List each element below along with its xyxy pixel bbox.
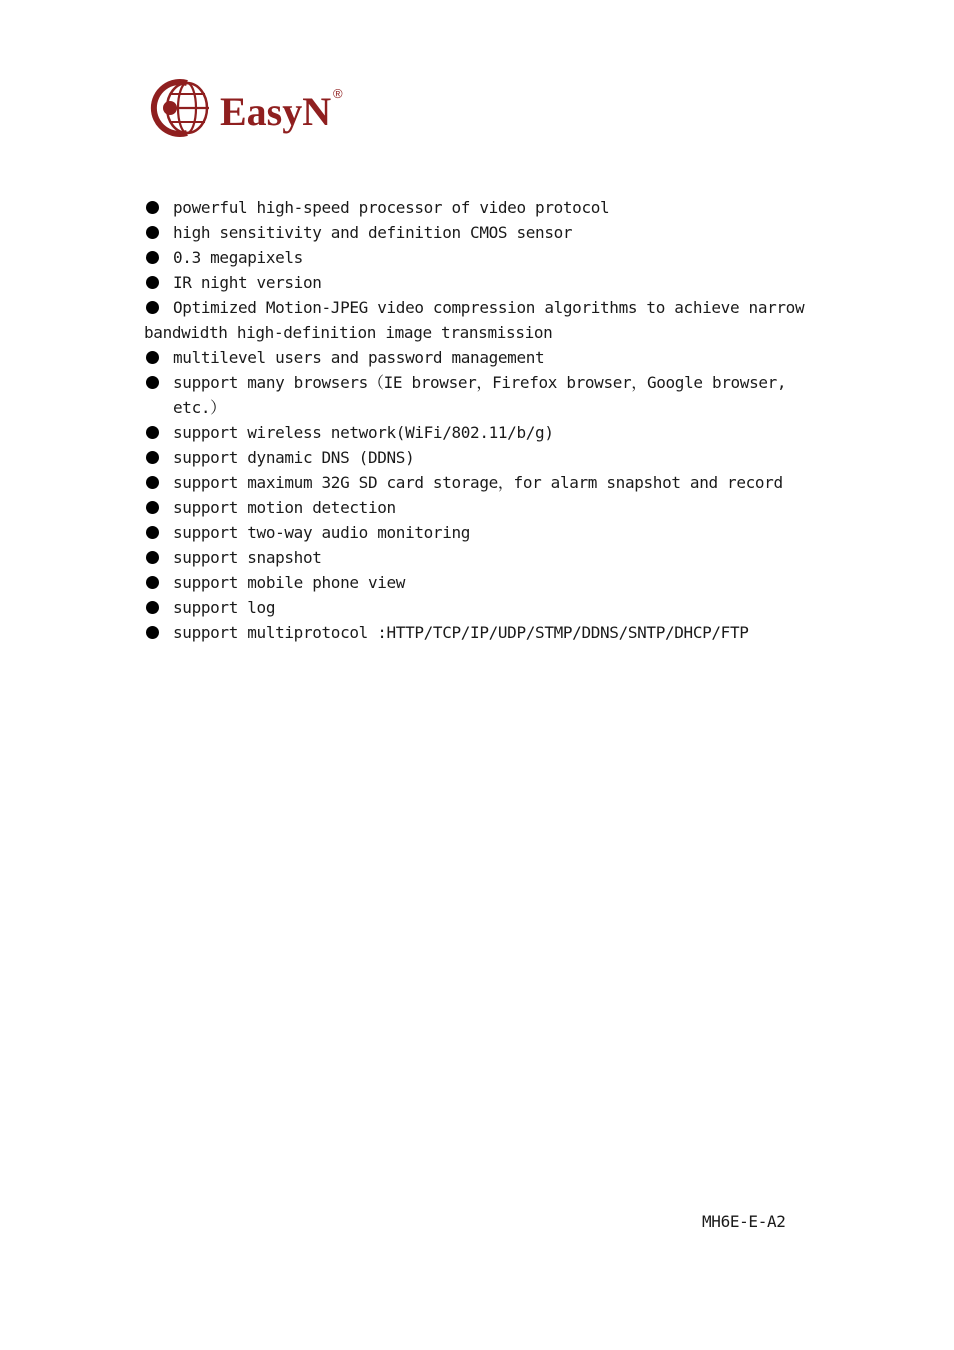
list-item — [144, 370, 834, 420]
document-code: MH6E-E-A2 — [702, 1212, 786, 1231]
feature-text: high sensitivity and definition CMOS sensor — [173, 223, 573, 242]
registered-mark: ® — [333, 86, 343, 101]
bullet-icon — [146, 351, 159, 364]
list-item — [144, 445, 834, 470]
list-item — [144, 220, 834, 245]
feature-list — [144, 195, 834, 645]
list-item — [144, 420, 834, 445]
feature-text: support motion detection — [173, 498, 396, 517]
feature-text: support two-way audio monitoring — [173, 523, 471, 542]
bullet-icon — [146, 501, 159, 514]
feature-text: support mobile phone view — [173, 573, 406, 592]
bullet-icon — [146, 201, 159, 214]
feature-text: support wireless network(WiFi/802.11/b/g) — [173, 423, 554, 442]
bullet-icon — [146, 551, 159, 564]
bullet-icon — [146, 451, 159, 464]
bullet-icon — [146, 626, 159, 639]
feature-text: support maximum 32G SD card storage，for alarm snapshot and record — [173, 473, 783, 492]
feature-text: IR night version — [173, 273, 322, 292]
list-item — [144, 570, 834, 595]
brand-name: EasyN — [220, 89, 332, 134]
feature-text: support dynamic DNS (DDNS) — [173, 448, 415, 467]
feature-text: support snapshot — [173, 548, 322, 567]
bullet-icon — [146, 601, 159, 614]
bullet-icon — [146, 301, 159, 314]
bullet-icon — [146, 226, 159, 239]
bullet-icon — [146, 426, 159, 439]
feature-text: support multiprotocol :HTTP/TCP/IP/UDP/STMP/DDNS/SNTP/DHCP/FTP — [173, 623, 749, 642]
feature-text: support many browsers（IE browser，Firefox browser，Google browser, etc.） — [173, 373, 796, 417]
bullet-icon — [146, 476, 159, 489]
easyn-logo-graphic — [147, 74, 357, 142]
feature-text: powerful high-speed processor of video protocol — [173, 198, 610, 217]
list-item — [144, 620, 834, 645]
list-item — [144, 470, 834, 495]
list-item — [144, 245, 834, 270]
feature-text: Optimized Motion-JPEG video compression algorithms to achieve narrow bandwidth high-definition image transmission — [144, 298, 814, 342]
feature-text: support log — [173, 598, 276, 617]
list-item — [144, 595, 834, 620]
list-item — [144, 495, 834, 520]
list-item — [144, 270, 834, 295]
bullet-icon — [146, 276, 159, 289]
bullet-icon — [146, 526, 159, 539]
list-item — [144, 345, 834, 370]
list-item — [144, 295, 834, 345]
bullet-icon — [146, 576, 159, 589]
easyn-logo — [147, 74, 357, 142]
feature-text: multilevel users and password management — [173, 348, 545, 367]
list-item — [144, 195, 834, 220]
list-item — [144, 520, 834, 545]
bullet-icon — [146, 251, 159, 264]
feature-text: 0.3 megapixels — [173, 248, 303, 267]
bullet-icon — [146, 376, 159, 389]
list-item — [144, 545, 834, 570]
